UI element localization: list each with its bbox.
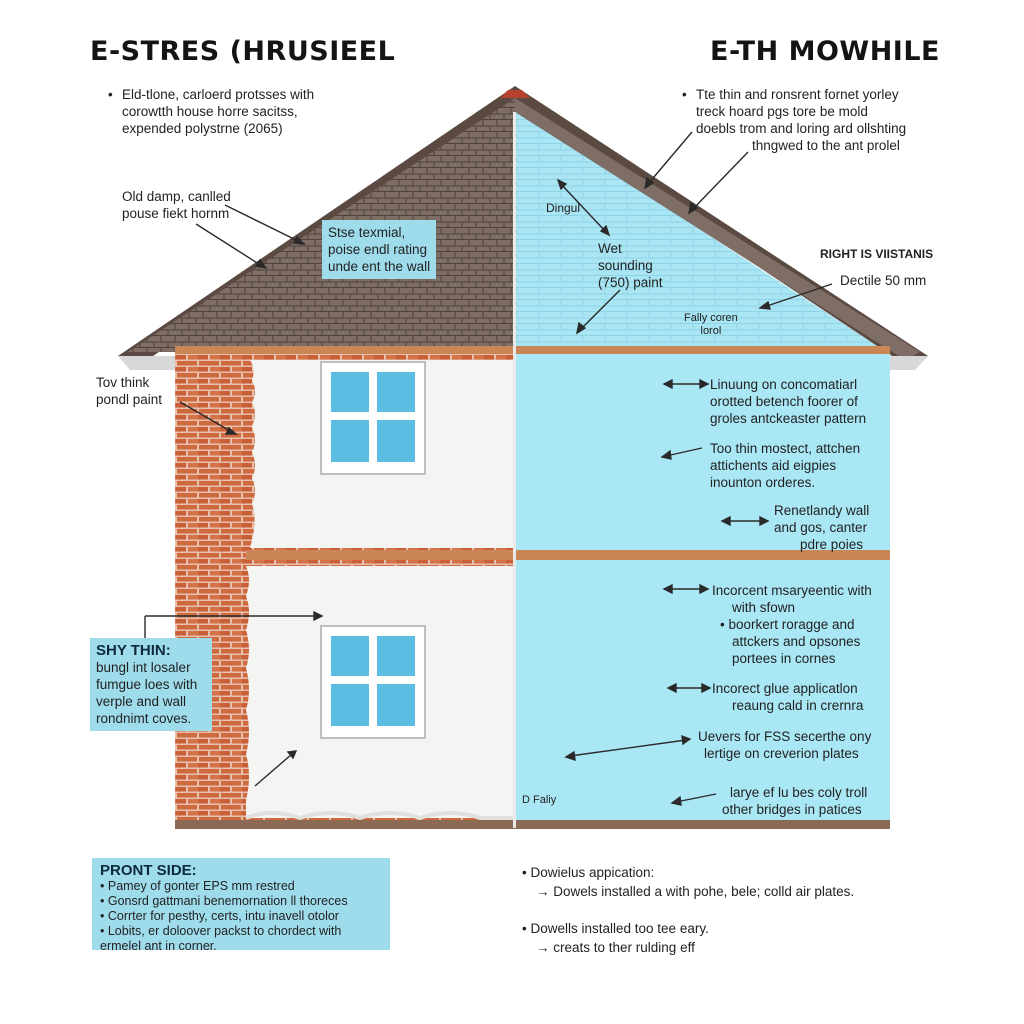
right-row-1 — [710, 376, 866, 427]
list-item: • Pamey of gonter EPS mm restred — [100, 879, 295, 893]
note-line: treck hoard pgs tore be mold — [696, 104, 868, 119]
left-top-note — [108, 86, 314, 137]
box-title: SHY THIN: — [96, 642, 171, 659]
bottom-right-list — [522, 864, 854, 956]
list-item: • Gonsrd gattmani benemornation ll thoreces — [100, 894, 348, 908]
right-top-note — [682, 86, 906, 154]
bullet-dot: • — [108, 87, 113, 102]
note-line: pouse fiekt hornm — [122, 206, 230, 221]
note-line: Incorcent msaryeentic with — [712, 583, 872, 598]
box-line: Stse texmial, — [328, 225, 406, 240]
note-line: Fally coren — [684, 312, 738, 324]
right-row-2 — [710, 440, 860, 491]
list-item-text: ermelel ant in corner. — [100, 939, 217, 953]
roof-callout-box — [322, 220, 436, 279]
note-line: portees in cornes — [732, 651, 836, 666]
note-line: lorol — [700, 325, 722, 337]
box-title: PRONT SIDE: — [100, 862, 197, 879]
center-divider — [513, 112, 516, 828]
box-line: fumgue loes with — [96, 677, 198, 692]
note-line: doebls trom and loring ard ollshting — [696, 121, 907, 136]
note-line: thngwed to the ant prolel — [752, 138, 900, 153]
note-line: corowtth house horre sacitss, — [122, 104, 298, 119]
list-item-text: Pamey of gonter EPS mm restred — [107, 879, 295, 893]
window-lower — [321, 626, 425, 738]
note-line: other bridges in patices — [722, 802, 862, 817]
right-row-5 — [712, 680, 863, 714]
box-line: verple and wall — [96, 694, 187, 709]
roof-ridge-cap — [500, 90, 530, 98]
note-line: larye ef lu bes coly troll — [730, 785, 868, 800]
wet-sounding-note — [598, 240, 663, 291]
window-upper — [321, 362, 425, 474]
note-line: (750) paint — [598, 275, 663, 290]
list-item-sub: → creats to ther rulding eff — [536, 940, 695, 955]
note-line: groles antckeaster pattern — [710, 411, 867, 426]
list-item: • Corrter for pesthy, certs, intu inavell otolor — [100, 909, 339, 923]
note-line: Tte thin and ronsrent fornet yorley — [696, 87, 899, 102]
right-row-6 — [698, 728, 871, 762]
left-roof-note — [122, 188, 231, 222]
right-row-4 — [712, 582, 872, 667]
note-line: attichents aid eigpies — [710, 458, 837, 473]
list-item: • Dowells installed too tee eary. — [522, 921, 709, 936]
list-item-text: Dowielus appication: — [530, 865, 655, 880]
trim-bottom — [175, 820, 890, 829]
front-side-box — [92, 858, 390, 953]
right-row-3 — [774, 502, 869, 553]
front-side-list — [100, 879, 382, 954]
note-line: Old damp, canlled — [122, 189, 231, 204]
list-item-text: Dowells installed too tee eary. — [530, 921, 709, 936]
note-line: sounding — [598, 258, 653, 273]
list-item-text: Gonsrd gattmani benemornation ll thoreces — [107, 894, 348, 908]
dectile-label: Dectile 50 mm — [840, 273, 927, 288]
note-line: • boorkert roragge and — [720, 617, 855, 632]
note-line: reaung cald in crernra — [732, 698, 864, 713]
note-line: Wet — [598, 241, 622, 256]
box-line: bungl int losaler — [96, 660, 191, 675]
note-line: Tov think — [96, 375, 150, 390]
box-line: poise endl rating — [328, 242, 428, 257]
title-left: E-STRES (HRUSIEEL — [90, 36, 396, 67]
list-item — [100, 939, 382, 954]
bullet-dot: • — [682, 87, 687, 102]
list-item: • Dowielus appication: — [522, 865, 655, 880]
note-line: with sfown — [732, 600, 796, 615]
note-line: expended polystrne (2065) — [122, 121, 283, 136]
box-line: unde ent the wall — [328, 259, 431, 274]
note-line: Renetlandy wall — [774, 503, 870, 518]
box-line: rondnimt coves. — [96, 711, 192, 726]
left-brick-note — [96, 374, 162, 408]
fally-label — [684, 312, 738, 338]
right-row-7 — [722, 784, 867, 818]
note-line: Linuung on concomatiarl — [710, 377, 858, 392]
list-item-text: Lobits, er doloover packst to chordect with — [107, 924, 342, 938]
list-item: • Lobits, er doloover packst to chordect with — [100, 924, 342, 938]
note-line: Uevers for FSS secerthe ony — [698, 729, 872, 744]
note-line: pdre poies — [800, 537, 864, 552]
list-item-sub: → Dowels installed a with pohe, bele; colld air plates. — [536, 884, 855, 899]
dingul-label: Dingul — [546, 201, 581, 215]
list-item-text: Corrter for pesthy, certs, intu inavell otolor — [107, 909, 339, 923]
note-line: pondl paint — [96, 392, 163, 407]
note-line: Too thin mostect, attchen — [710, 441, 861, 456]
note-line: orotted betench foorer of — [710, 394, 858, 409]
note-line: inounton orderes. — [710, 475, 816, 490]
note-line: Eld-tlone, carloerd protsses with — [122, 87, 315, 102]
title-right: E-TH MOWHILE — [710, 36, 940, 67]
dfally-label: D Faliy — [522, 794, 557, 806]
note-line: and gos, canter — [774, 520, 868, 535]
right-is-label: RIGHT IS VIISTANIS — [820, 247, 934, 261]
note-line: lertige on creverion plates — [704, 746, 859, 761]
note-line: attckers and opsones — [732, 634, 861, 649]
trim-upper — [175, 346, 890, 354]
shy-thin-box — [90, 638, 212, 731]
note-line: Incorect glue applicatlon — [712, 681, 858, 696]
